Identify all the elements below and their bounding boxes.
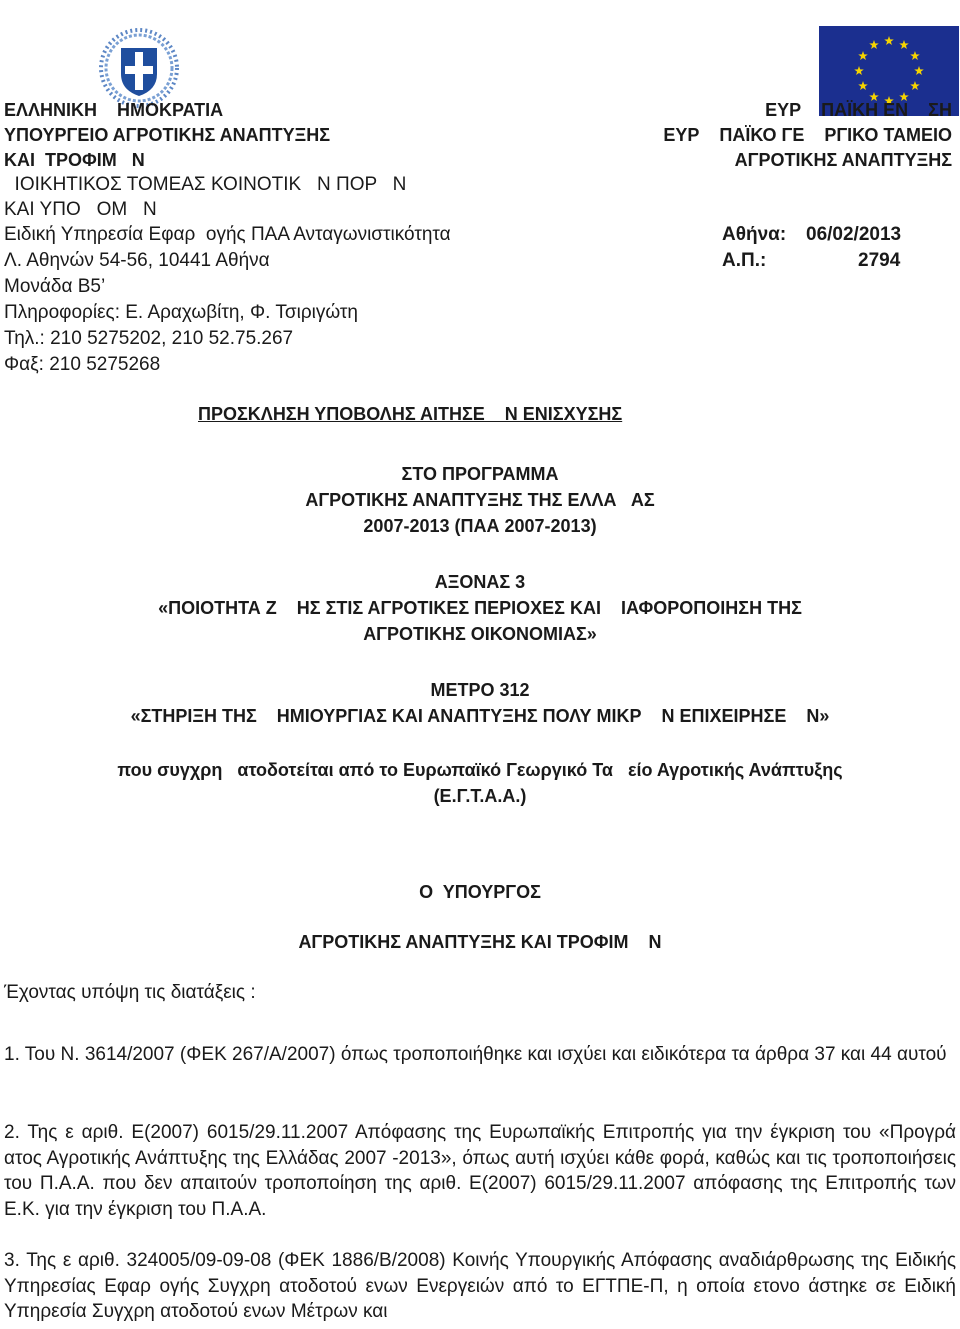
minister-line-1: Ο ΥΠΟΥΡΓΟΣ: [419, 882, 541, 902]
program-line-2: ΑΓΡΟΤΙΚΗΣ ΑΝΑΠΤΥΞΗΣ ΤΗΣ ΕΛΛΑ ΑΣ: [305, 490, 655, 510]
sector-name-cont: ΚΑΙ ΥΠΟ ΟΜ Ν: [4, 199, 157, 220]
info-contacts: Πληροφορίες: Ε. Αραχωβίτη, Φ. Τσιριγώτη: [4, 302, 358, 323]
funding-line-1: που συγχρη ατοδοτείται από το Ευρωπαϊκό Γεωργικό Τα είο Αγροτικής Ανάπτυξης: [117, 760, 843, 780]
fax: Φαξ: 210 5275268: [4, 354, 161, 375]
service-name: Ειδική Υπηρεσία Εφαρ ογής ΠΑΑ Ανταγωνιστικότητα: [4, 224, 451, 245]
axis-line-1: ΑΞΟΝΑΣ 3: [434, 572, 526, 592]
greek-emblem-logo: [88, 8, 172, 92]
unit: Μονάδα Β5’: [4, 276, 106, 297]
address: Λ. Αθηνών 54-56, 10441 Αθήνα: [4, 250, 270, 271]
ref-value: 2794: [858, 250, 901, 271]
ministry-name: ΥΠΟΥΡΓΕΙΟ ΑΓΡΟΤΙΚΗΣ ΑΝΑΠΤΥΞΗΣ: [4, 125, 331, 145]
sector-name: ΙΟΙΚΗΤΙΚΟΣ ΤΟΜΕΑΣ ΚΟΙΝΟΤΙΚ Ν ΠΟΡ Ν: [4, 174, 407, 195]
axis-line-2: «ΠΟΙΟΤΗΤΑ Ζ ΗΣ ΣΤΙΣ ΑΓΡΟΤΙΚΕΣ ΠΕΡΙΟΧΕΣ ΚΑΙ ΙΑΦΟΡΟΠΟΙΗΣΗ ΤΗΣ: [158, 598, 802, 618]
provision-item-2: 2. Της ε αριθ. Ε(2007) 6015/29.11.2007 Απόφασης της Ευρωπαϊκής Επιτροπής για την έγκριση του «Προγρά ατος Αγροτικής Ανάπτυξης της Ελλάδας 2007 -2013», όπως αυτή ισχύει κάθε φορά, καθώς και τις τροποποιήσεις του Π.Α.Α. που δεν απαιτούν τροποποίηση της αριθ. Ε(2007) 6015/29.11.2007 απόφασης της Επιτροπής των Ε.Κ. για την έγκριση του Π.Α.Α.: [4, 1122, 956, 1220]
invitation-title: ΠΡΟΣΚΛΗΣΗ ΥΠΟΒΟΛΗΣ ΑΙΤΗΣΕ Ν ΕΝΙΣΧΥΣΗΣ: [198, 404, 623, 424]
eu-union-name: ΕΥΡ ΠΑΪΚΗ ΕΝ ΣΗ: [765, 100, 952, 120]
measure-line-1: ΜΕΤΡΟ 312: [430, 680, 530, 700]
measure-line-2: «ΣΤΗΡΙΞΗ ΤΗΣ ΗΜΙΟΥΡΓΙΑΣ ΚΑΙ ΑΝΑΠΤΥΞΗΣ ΠΟΛΥ ΜΙΚΡ Ν ΕΠΙΧΕΙΡΗΣΕ Ν»: [130, 706, 830, 726]
axis-line-3: ΑΓΡΟΤΙΚΗΣ ΟΙΚΟΝΟΜΙΑΣ»: [363, 624, 597, 644]
date-value: 06/02/2013: [806, 224, 902, 245]
funding-line-2: (Ε.Γ.Τ.Α.Α.): [433, 786, 527, 806]
eu-flag-logo: [810, 8, 950, 98]
date-label: Αθήνα:: [722, 224, 787, 245]
eu-fund-name-cont: ΑΓΡΟΤΙΚΗΣ ΑΝΑΠΤΥΞΗΣ: [734, 150, 952, 170]
ministry-name-cont: ΚΑΙ ΤΡΟΦΙΜ Ν: [4, 150, 145, 170]
phone: Τηλ.: 210 5275202, 210 52.75.267: [4, 328, 294, 349]
minister-line-2: ΑΓΡΟΤΙΚΗΣ ΑΝΑΠΤΥΞΗΣ ΚΑΙ ΤΡΟΦΙΜ Ν: [298, 932, 662, 952]
program-line-1: ΣΤΟ ΠΡΟΓΡΑΜΜΑ: [401, 464, 559, 484]
program-line-3: 2007-2013 (ΠΑΑ 2007-2013): [363, 516, 597, 536]
provision-item-3: 3. Της ε αριθ. 324005/09-09-08 (ΦΕΚ 1886/Β/2008) Κοινής Υπουργικής Απόφασης αναδιάρθρωσης της Ειδικής Υπηρεσίας Εφαρ ογής Συγχρη ατοδοτού ενων Ενεργειών από το ΕΓΤΠΕ-Π, η οποία ετονο άστηκε σε Ειδική Υπηρεσία Συγχρη ατοδοτού ενων Μέτρων και: [4, 1250, 956, 1322]
considering-label: Έχοντας υπόψη τις διατάξεις :: [4, 982, 256, 1003]
republic-name: ΕΛΛΗΝΙΚΗ ΗΜΟΚΡΑΤΙΑ: [4, 100, 224, 120]
ref-label: Α.Π.:: [722, 250, 767, 271]
eu-fund-name: ΕΥΡ ΠΑΪΚΟ ΓΕ ΡΓΙΚΟ ΤΑΜΕΙΟ: [663, 125, 952, 145]
provision-item-1: 1. Του Ν. 3614/2007 (ΦΕΚ 267/Α/2007) όπως τροποποιήθηκε και ισχύει και ειδικότερα τα άρθρα 37 και 44 αυτού: [4, 1044, 947, 1065]
